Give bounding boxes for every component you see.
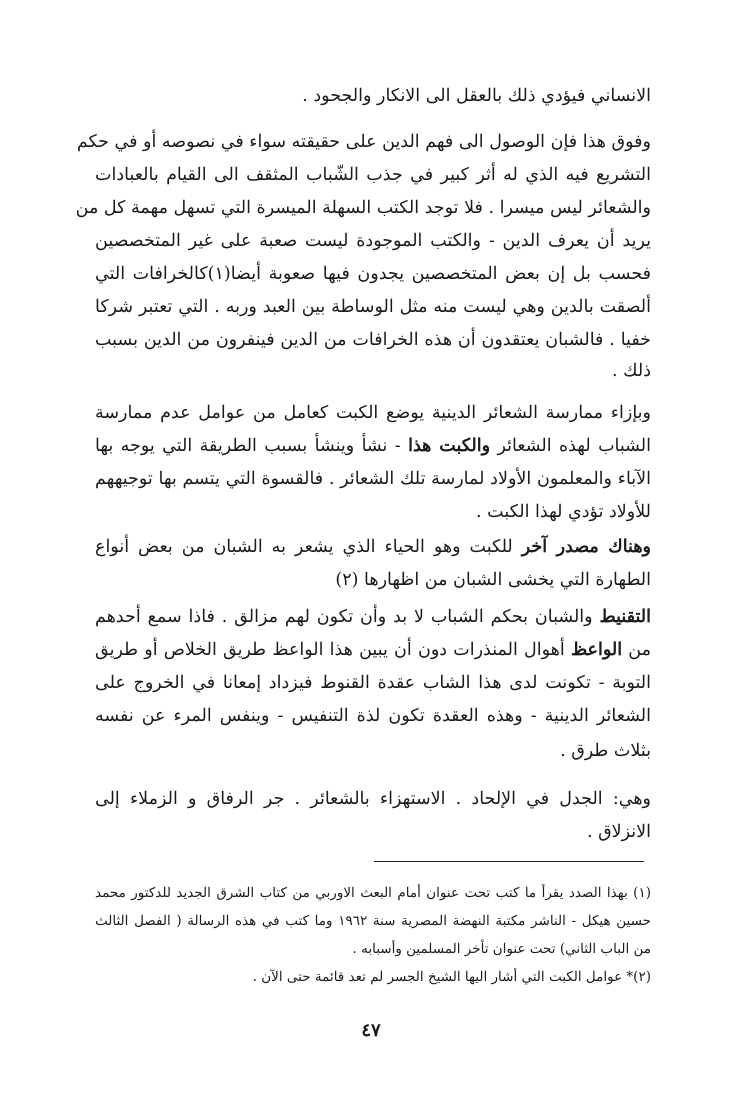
body-line: وبإزاء ممارسة الشعائر الدينية يوضع الكبت كعامل من عوامل عدم ممارسة xyxy=(95,403,651,423)
footnote-line: (٢)* عوامل الكبت التي أشار اليها الشيخ الجسر لم تعد قائمة حتى الآن . xyxy=(252,969,651,985)
body-line: فحسب بل إن بعض المتخصصين يجدون فيها صعوبة أيضا(١)كالخرافات التي xyxy=(95,264,651,284)
body-line: ذلك . xyxy=(612,361,651,381)
footnote-line: (١) بهذا الصدد يقرأ ما كتب تحت عنوان أمام البعث الاوربي من كتاب الشرق الجديد للدكتور محمد xyxy=(95,885,651,901)
body-line: الانساني فيؤدي ذلك بالعقل الى الانكار والجحود . xyxy=(302,86,651,106)
body-line: والشعائر ليس ميسرا . فلا توجد الكتب السهلة الميسرة التي تسهل مهمة كل من xyxy=(75,198,651,218)
page-number: ٤٧ xyxy=(361,1020,381,1041)
text-run: الشباب لهذه الشعائر xyxy=(490,436,651,456)
body-line: الشعائر الدينية - وهذه العقدة تكون لذة التنفيس - وينفس المرء عن نفسه xyxy=(95,706,651,726)
body-line xyxy=(95,430,651,462)
body-line xyxy=(95,601,651,633)
footnote-line: حسين هيكل - الناشر مكتبة النهضة المصرية سنة ١٩٦٢ وما كتب في هذه الرسالة ( الفصل الثالث xyxy=(95,913,651,929)
body-line: الانزلاق . xyxy=(586,822,651,842)
text-run: للكبت وهو الحياء الذي يشعر به الشبان من بعض أنواع xyxy=(95,537,522,557)
text-run: أهوال المنذرات دون أن يبين هذا الواعظ طريق الخلاص أو طريق xyxy=(95,640,571,660)
bold-term: والكبت هذا xyxy=(408,436,491,456)
body-line: وهي: الجدل في الإلحاد . الاستهزاء بالشعائر . جر الرفاق و الزملاء إلى xyxy=(95,789,651,809)
text-run: من xyxy=(622,640,651,660)
body-line: خفيا . فالشبان يعتقدون أن هذه الخرافات من الدين فينفرون من الدين بسبب xyxy=(95,330,651,350)
body-line: التوبة - تكونت لدى هذا الشاب عقدة القنوط فيزداد إمعانا في الخروج على xyxy=(95,673,651,693)
body-line: للأولاد تؤدي لهذا الكبت . xyxy=(476,502,651,522)
footnote-separator xyxy=(374,861,644,862)
text-run: والشبان بحكم الشباب لا بد وأن تكون لهم مزالق . فاذا سمع أحدهم xyxy=(95,607,600,627)
body-line: وفوق هذا فإن الوصول الى فهم الدين على حقيقته سواء في نصوصه أو في حكم xyxy=(76,132,651,152)
text-run: - نشأ وينشأ بسبب الطريقة التي يوجه بها xyxy=(95,436,409,456)
bold-term: الواعظ xyxy=(570,640,623,660)
body-line: الآباء والمعلمون الأولاد لمارسة تلك الشعائر . فالقسوة التي يتسم بها توجيههم xyxy=(95,469,651,489)
bold-term: التقنيط xyxy=(599,607,651,627)
body-line: بثلاث طرق . xyxy=(560,741,651,761)
body-line xyxy=(95,531,651,563)
body-line: يريد أن يعرف الدين - والكتب الموجودة ليست صعبة على غير المتخصصين xyxy=(95,231,651,251)
body-line: الطهارة التي يخشى الشبان من اظهارها (٢) xyxy=(335,570,651,590)
bold-term: وهناك مصدر آخر xyxy=(521,537,651,557)
body-line: ألصقت بالدين وهي ليست منه مثل الوساطة بين العبد وربه . التي تعتبر شركا xyxy=(95,297,651,317)
footnote-line: من الباب الثاني) تحت عنوان تأخر المسلمين وأسبابه . xyxy=(352,941,651,957)
body-line: التشريع فيه الذي له أثر كبير في جذب الشّباب المثقف الى القيام بالعبادات xyxy=(95,165,651,185)
body-line xyxy=(95,634,651,666)
